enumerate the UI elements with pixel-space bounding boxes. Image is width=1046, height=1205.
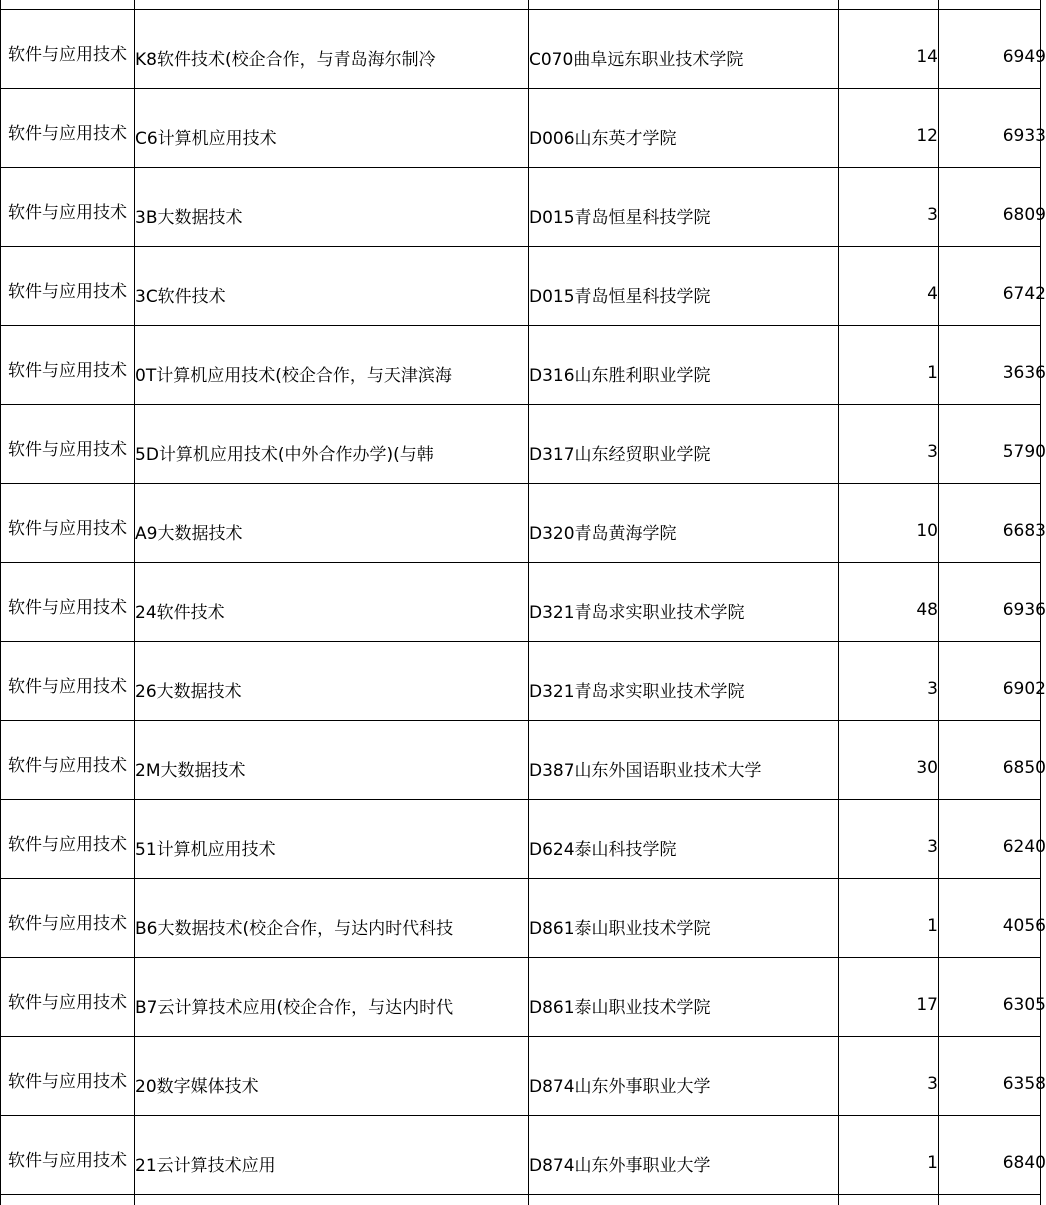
plan-count-text: 14 [916, 47, 938, 67]
table-cell[interactable] [529, 1195, 839, 1205]
table-cell[interactable] [939, 1195, 1041, 1205]
category-text: 软件与应用技术 [8, 518, 127, 539]
major-text: 3C软件技术 [135, 286, 226, 307]
category-cell[interactable] [1, 1037, 135, 1116]
major-text: B7云计算技术应用(校企合作，与达内时代 [135, 997, 454, 1018]
plan-count-cell[interactable] [839, 721, 939, 800]
plan-count-text: 48 [916, 600, 938, 620]
rank-text: 6933 [1002, 126, 1046, 146]
table-cell[interactable] [839, 0, 939, 10]
category-cell[interactable] [1, 10, 135, 89]
table-row [1, 247, 1041, 326]
category-cell[interactable] [1, 326, 135, 405]
rank-text: 4056 [1002, 916, 1046, 936]
school-text: D874山东外事职业大学 [529, 1076, 711, 1097]
major-cell[interactable] [135, 89, 529, 168]
major-text: 20数字媒体技术 [135, 1076, 259, 1097]
category-text: 软件与应用技术 [8, 755, 127, 776]
table-row [1, 405, 1041, 484]
rank-text: 6809 [1002, 205, 1046, 225]
table-row [1, 642, 1041, 721]
plan-count-cell[interactable] [839, 326, 939, 405]
school-cell[interactable] [529, 879, 839, 958]
rank-text: 6949 [1002, 47, 1046, 67]
school-text: D874山东外事职业大学 [529, 1155, 711, 1176]
category-cell[interactable] [1, 405, 135, 484]
category-cell[interactable] [1, 800, 135, 879]
plan-count-cell[interactable] [839, 642, 939, 721]
major-cell[interactable] [135, 958, 529, 1037]
rank-cell[interactable] [939, 405, 1046, 484]
category-cell[interactable] [1, 563, 135, 642]
major-cell[interactable] [135, 484, 529, 563]
rank-cell[interactable] [939, 721, 1046, 800]
rank-cell[interactable] [939, 800, 1046, 879]
rank-text: 3636 [1002, 363, 1046, 383]
rank-text: 6742 [1002, 284, 1046, 304]
rank-text: 6902 [1002, 679, 1046, 699]
major-cell[interactable] [135, 1116, 529, 1195]
rank-text: 6305 [1002, 995, 1046, 1015]
rank-cell[interactable] [939, 1116, 1046, 1195]
school-text: D316山东胜利职业学院 [529, 365, 711, 386]
category-text: 软件与应用技术 [8, 597, 127, 618]
table-row [1, 563, 1041, 642]
table-cell[interactable] [1, 0, 135, 10]
rank-text: 5790 [1002, 442, 1046, 462]
plan-count-text: 3 [927, 679, 938, 699]
major-text: B6大数据技术(校企合作，与达内时代科技 [135, 918, 454, 939]
plan-count-cell[interactable] [839, 247, 939, 326]
plan-count-text: 30 [916, 758, 938, 778]
category-text: 软件与应用技术 [8, 44, 127, 65]
plan-count-text: 17 [916, 995, 938, 1015]
table-row [1, 326, 1041, 405]
rank-cell[interactable] [939, 326, 1046, 405]
category-text: 软件与应用技术 [8, 439, 127, 460]
plan-count-text: 1 [927, 363, 938, 383]
school-cell[interactable] [529, 10, 839, 89]
category-text: 软件与应用技术 [8, 281, 127, 302]
table-row [1, 484, 1041, 563]
category-text: 软件与应用技术 [8, 992, 127, 1013]
rank-cell[interactable] [939, 484, 1046, 563]
category-cell[interactable] [1, 168, 135, 247]
school-text: D387山东外国语职业技术大学 [529, 760, 762, 781]
plan-count-text: 3 [927, 837, 938, 857]
plan-count-cell[interactable] [839, 89, 939, 168]
rank-text: 6683 [1002, 521, 1046, 541]
major-text: K8软件技术(校企合作，与青岛海尔制冷 [135, 49, 436, 70]
rank-text: 6850 [1002, 758, 1046, 778]
plan-count-text: 3 [927, 442, 938, 462]
rank-cell[interactable] [939, 958, 1046, 1037]
major-text: A9大数据技术 [135, 523, 243, 544]
table-row-partial-top [1, 0, 1041, 10]
category-text: 软件与应用技术 [8, 123, 127, 144]
major-cell[interactable] [135, 247, 529, 326]
school-cell[interactable] [529, 721, 839, 800]
school-text: D861泰山职业技术学院 [529, 997, 711, 1018]
plan-count-text: 12 [916, 126, 938, 146]
table-cell[interactable] [939, 0, 1041, 10]
major-cell[interactable] [135, 1037, 529, 1116]
school-cell[interactable] [529, 484, 839, 563]
plan-count-cell[interactable] [839, 800, 939, 879]
major-cell[interactable] [135, 642, 529, 721]
school-cell[interactable] [529, 1037, 839, 1116]
category-cell[interactable] [1, 1116, 135, 1195]
table-row [1, 721, 1041, 800]
rank-cell[interactable] [939, 89, 1046, 168]
plan-count-cell[interactable] [839, 168, 939, 247]
rank-cell[interactable] [939, 879, 1046, 958]
table-cell[interactable] [1, 1195, 135, 1205]
plan-count-cell[interactable] [839, 484, 939, 563]
plan-count-text: 1 [927, 1153, 938, 1173]
major-cell[interactable] [135, 879, 529, 958]
rank-text: 6240 [1002, 837, 1046, 857]
school-text: D321青岛求实职业技术学院 [529, 602, 745, 623]
rank-text: 6936 [1002, 600, 1046, 620]
category-cell[interactable] [1, 721, 135, 800]
table-cell[interactable] [839, 1195, 939, 1205]
plan-count-cell[interactable] [839, 1037, 939, 1116]
school-text: D624泰山科技学院 [529, 839, 677, 860]
school-text: C070曲阜远东职业技术学院 [529, 49, 744, 70]
major-text: C6计算机应用技术 [135, 128, 277, 149]
table-row [1, 89, 1041, 168]
major-cell[interactable] [135, 10, 529, 89]
major-text: 0T计算机应用技术(校企合作，与天津滨海 [135, 365, 452, 386]
table-row [1, 800, 1041, 879]
table-cell[interactable] [529, 0, 839, 10]
plan-count-text: 3 [927, 1074, 938, 1094]
category-cell[interactable] [1, 247, 135, 326]
category-text: 软件与应用技术 [8, 202, 127, 223]
school-cell[interactable] [529, 405, 839, 484]
rank-cell[interactable] [939, 1037, 1046, 1116]
school-cell[interactable] [529, 168, 839, 247]
category-text: 软件与应用技术 [8, 676, 127, 697]
school-cell[interactable] [529, 958, 839, 1037]
table-row [1, 1037, 1041, 1116]
table-cell[interactable] [135, 0, 529, 10]
table-row [1, 168, 1041, 247]
plan-count-cell[interactable] [839, 1116, 939, 1195]
school-text: D320青岛黄海学院 [529, 523, 677, 544]
major-text: 2M大数据技术 [135, 760, 246, 781]
rank-cell[interactable] [939, 642, 1046, 721]
rank-cell[interactable] [939, 168, 1046, 247]
major-text: 26大数据技术 [135, 681, 242, 702]
school-cell[interactable] [529, 800, 839, 879]
major-cell[interactable] [135, 168, 529, 247]
category-text: 软件与应用技术 [8, 1071, 127, 1092]
table-row [1, 879, 1041, 958]
category-cell[interactable] [1, 879, 135, 958]
rank-cell[interactable] [939, 563, 1046, 642]
major-text: 5D计算机应用技术(中外合作办学)(与韩 [135, 444, 434, 465]
school-text: D015青岛恒星科技学院 [529, 286, 711, 307]
major-text: 24软件技术 [135, 602, 225, 623]
major-cell[interactable] [135, 563, 529, 642]
school-text: D006山东英才学院 [529, 128, 677, 149]
school-cell[interactable] [529, 326, 839, 405]
rank-text: 6358 [1002, 1074, 1046, 1094]
major-text: 51计算机应用技术 [135, 839, 276, 860]
table-row [1, 1116, 1041, 1195]
category-cell[interactable] [1, 642, 135, 721]
school-cell[interactable] [529, 642, 839, 721]
category-text: 软件与应用技术 [8, 913, 127, 934]
school-cell[interactable] [529, 563, 839, 642]
rank-cell[interactable] [939, 247, 1046, 326]
table-row [1, 958, 1041, 1037]
table-body [1, 0, 1046, 1205]
school-text: D317山东经贸职业学院 [529, 444, 711, 465]
plan-count-cell[interactable] [839, 958, 939, 1037]
plan-count-text: 1 [927, 916, 938, 936]
category-cell[interactable] [1, 958, 135, 1037]
table-cell[interactable] [135, 1195, 529, 1205]
major-cell[interactable] [135, 800, 529, 879]
rank-cell[interactable] [939, 10, 1046, 89]
rank-text: 6840 [1002, 1153, 1046, 1173]
major-cell[interactable] [135, 326, 529, 405]
major-text: 21云计算技术应用 [135, 1155, 276, 1176]
school-cell[interactable] [529, 1116, 839, 1195]
category-text: 软件与应用技术 [8, 1150, 127, 1171]
category-cell[interactable] [1, 89, 135, 168]
category-text: 软件与应用技术 [8, 360, 127, 381]
school-text: D015青岛恒星科技学院 [529, 207, 711, 228]
plan-count-text: 4 [927, 284, 938, 304]
category-cell[interactable] [1, 484, 135, 563]
table-row-partial-bottom [1, 1195, 1041, 1205]
school-text: D321青岛求实职业技术学院 [529, 681, 745, 702]
major-cell[interactable] [135, 405, 529, 484]
school-cell[interactable] [529, 89, 839, 168]
major-text: 3B大数据技术 [135, 207, 243, 228]
plan-count-text: 10 [916, 521, 938, 541]
category-text: 软件与应用技术 [8, 834, 127, 855]
plan-count-text: 3 [927, 205, 938, 225]
school-cell[interactable] [529, 247, 839, 326]
plan-count-cell[interactable] [839, 879, 939, 958]
plan-count-cell[interactable] [839, 10, 939, 89]
school-text: D861泰山职业技术学院 [529, 918, 711, 939]
table-row [1, 10, 1041, 89]
plan-count-cell[interactable] [839, 563, 939, 642]
major-cell[interactable] [135, 721, 529, 800]
plan-count-cell[interactable] [839, 405, 939, 484]
